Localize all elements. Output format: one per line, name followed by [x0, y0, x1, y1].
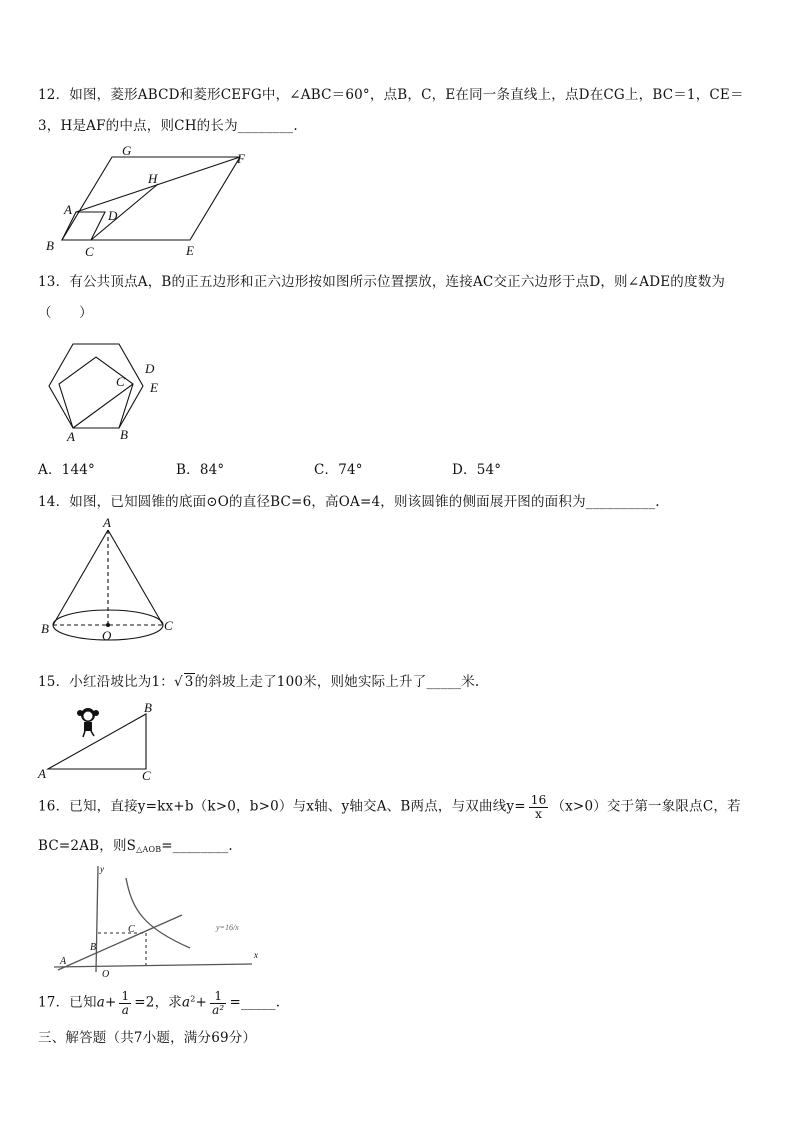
line-ab — [58, 915, 182, 970]
label-b: B — [90, 942, 97, 953]
fraction-denominator: a² — [212, 1002, 225, 1017]
q16-line-1 — [38, 794, 741, 820]
q12-line-1: 12．如图，菱形ABCD和菱形CEFG中，∠ABC＝60°，点B，C，E在同一条直线上，点D在CG上，BC＝1，CE＝ — [38, 87, 744, 103]
label-x-axis: x — [254, 950, 258, 960]
q17-line — [38, 990, 280, 1016]
label-b: B — [120, 427, 128, 442]
label-o: O — [102, 628, 112, 643]
q16-subscript: △AOB — [136, 845, 162, 854]
label-a: A — [67, 429, 75, 444]
label-o: O — [102, 969, 110, 980]
generatrix-ac — [108, 530, 163, 625]
x-axis — [54, 964, 252, 967]
label-y-axis: y — [100, 864, 104, 874]
q15-text-post: 的斜坡上走了100米，则她实际上升了_____米. — [194, 674, 480, 690]
q14-figure — [38, 516, 188, 646]
label-f: F — [237, 151, 245, 166]
q15-figure — [36, 700, 166, 782]
option-c[interactable]: C．74° — [314, 462, 363, 478]
segment-ac — [73, 384, 133, 428]
q16-text-post: （x>0）交于第一象限点C，若 — [551, 798, 741, 815]
sqrt-argument: 3 — [184, 674, 194, 690]
q13-line-2: （ ） — [38, 305, 93, 321]
girl-icon — [77, 708, 99, 737]
q17-text-post: =_____. — [229, 994, 281, 1011]
rhombus-cefg — [62, 157, 240, 240]
generatrix-ab — [53, 530, 108, 625]
label-d: D — [108, 208, 118, 223]
label-c: C — [128, 924, 135, 935]
fraction-numerator: 1 — [121, 989, 130, 1003]
exponent-2: 2 — [190, 994, 196, 1004]
label-curve: y=16/x — [216, 923, 239, 932]
var-a-squared: a — [182, 994, 191, 1011]
label-a: A — [38, 766, 46, 781]
section-heading: 三、解答题（共7小题，满分69分） — [38, 1030, 257, 1046]
fraction-numerator: 1 — [210, 990, 226, 1004]
q15-text-pre: 15．小红沿坡比为1： — [38, 674, 174, 690]
q17-text-pre: 17．已知 — [38, 994, 97, 1011]
plus-sign: + — [104, 994, 117, 1011]
fraction-denominator: x — [535, 806, 543, 821]
hyperbola-curve — [126, 878, 190, 948]
sqrt-sign: √ — [173, 674, 183, 690]
q17-text-mid: =2，求 — [134, 994, 182, 1011]
plus-sign-2: + — [195, 994, 208, 1011]
option-d[interactable]: D．54° — [452, 462, 502, 478]
label-g: G — [122, 143, 132, 158]
q16-figure — [46, 860, 266, 980]
label-d: D — [145, 361, 155, 376]
fraction-1-over-a — [119, 990, 131, 1016]
label-c: C — [85, 244, 94, 259]
fraction-1-over-a-squared — [210, 990, 226, 1016]
q13-figure — [40, 333, 170, 445]
q14-line: 14．如图，已知圆锥的底面⊙O的直径BC=6，高OA=4，则该圆锥的侧面展开图的面积为__________. — [38, 494, 660, 510]
q16-line2-pre: BC=2AB，则S — [38, 838, 137, 854]
label-c: C — [164, 618, 173, 633]
option-a[interactable]: A．144° — [38, 462, 95, 478]
label-b: B — [144, 700, 152, 715]
q16-line2-post: =________. — [161, 838, 233, 854]
q16-line-2 — [38, 834, 233, 854]
slope-triangle — [48, 714, 146, 769]
label-b: B — [46, 238, 54, 253]
q12-figure — [44, 142, 264, 260]
option-b[interactable]: B．84° — [176, 462, 225, 478]
label-e: E — [186, 243, 194, 258]
label-a: A — [64, 202, 72, 217]
q12-line-2: 3，H是AF的中点，则CH的长为________. — [38, 118, 298, 134]
label-c: C — [116, 374, 125, 389]
q16-text-pre: 16．已知，直接y=kx+b（k>0，b>0）与x轴、y轴交A、B两点，与双曲线y= — [38, 798, 526, 815]
fraction-numerator: 16 — [530, 793, 547, 807]
label-b: B — [41, 621, 49, 636]
q13-line-1: 13．有公共顶点A，B的正五边形和正六边形按如图所示位置摆放，连接AC交正六边形于点D，则∠ADE的度数为 — [38, 274, 726, 290]
label-a: A — [103, 516, 111, 530]
label-c: C — [142, 768, 151, 782]
q13-options — [38, 458, 590, 478]
center-o — [106, 623, 110, 627]
var-a: a — [96, 994, 105, 1011]
fraction-denominator: a — [121, 1002, 130, 1017]
q15-line — [38, 670, 479, 690]
label-a: A — [60, 956, 67, 967]
label-h: H — [148, 171, 158, 186]
q16-fraction — [529, 794, 549, 820]
label-e: E — [150, 380, 158, 395]
y-axis — [96, 866, 98, 972]
